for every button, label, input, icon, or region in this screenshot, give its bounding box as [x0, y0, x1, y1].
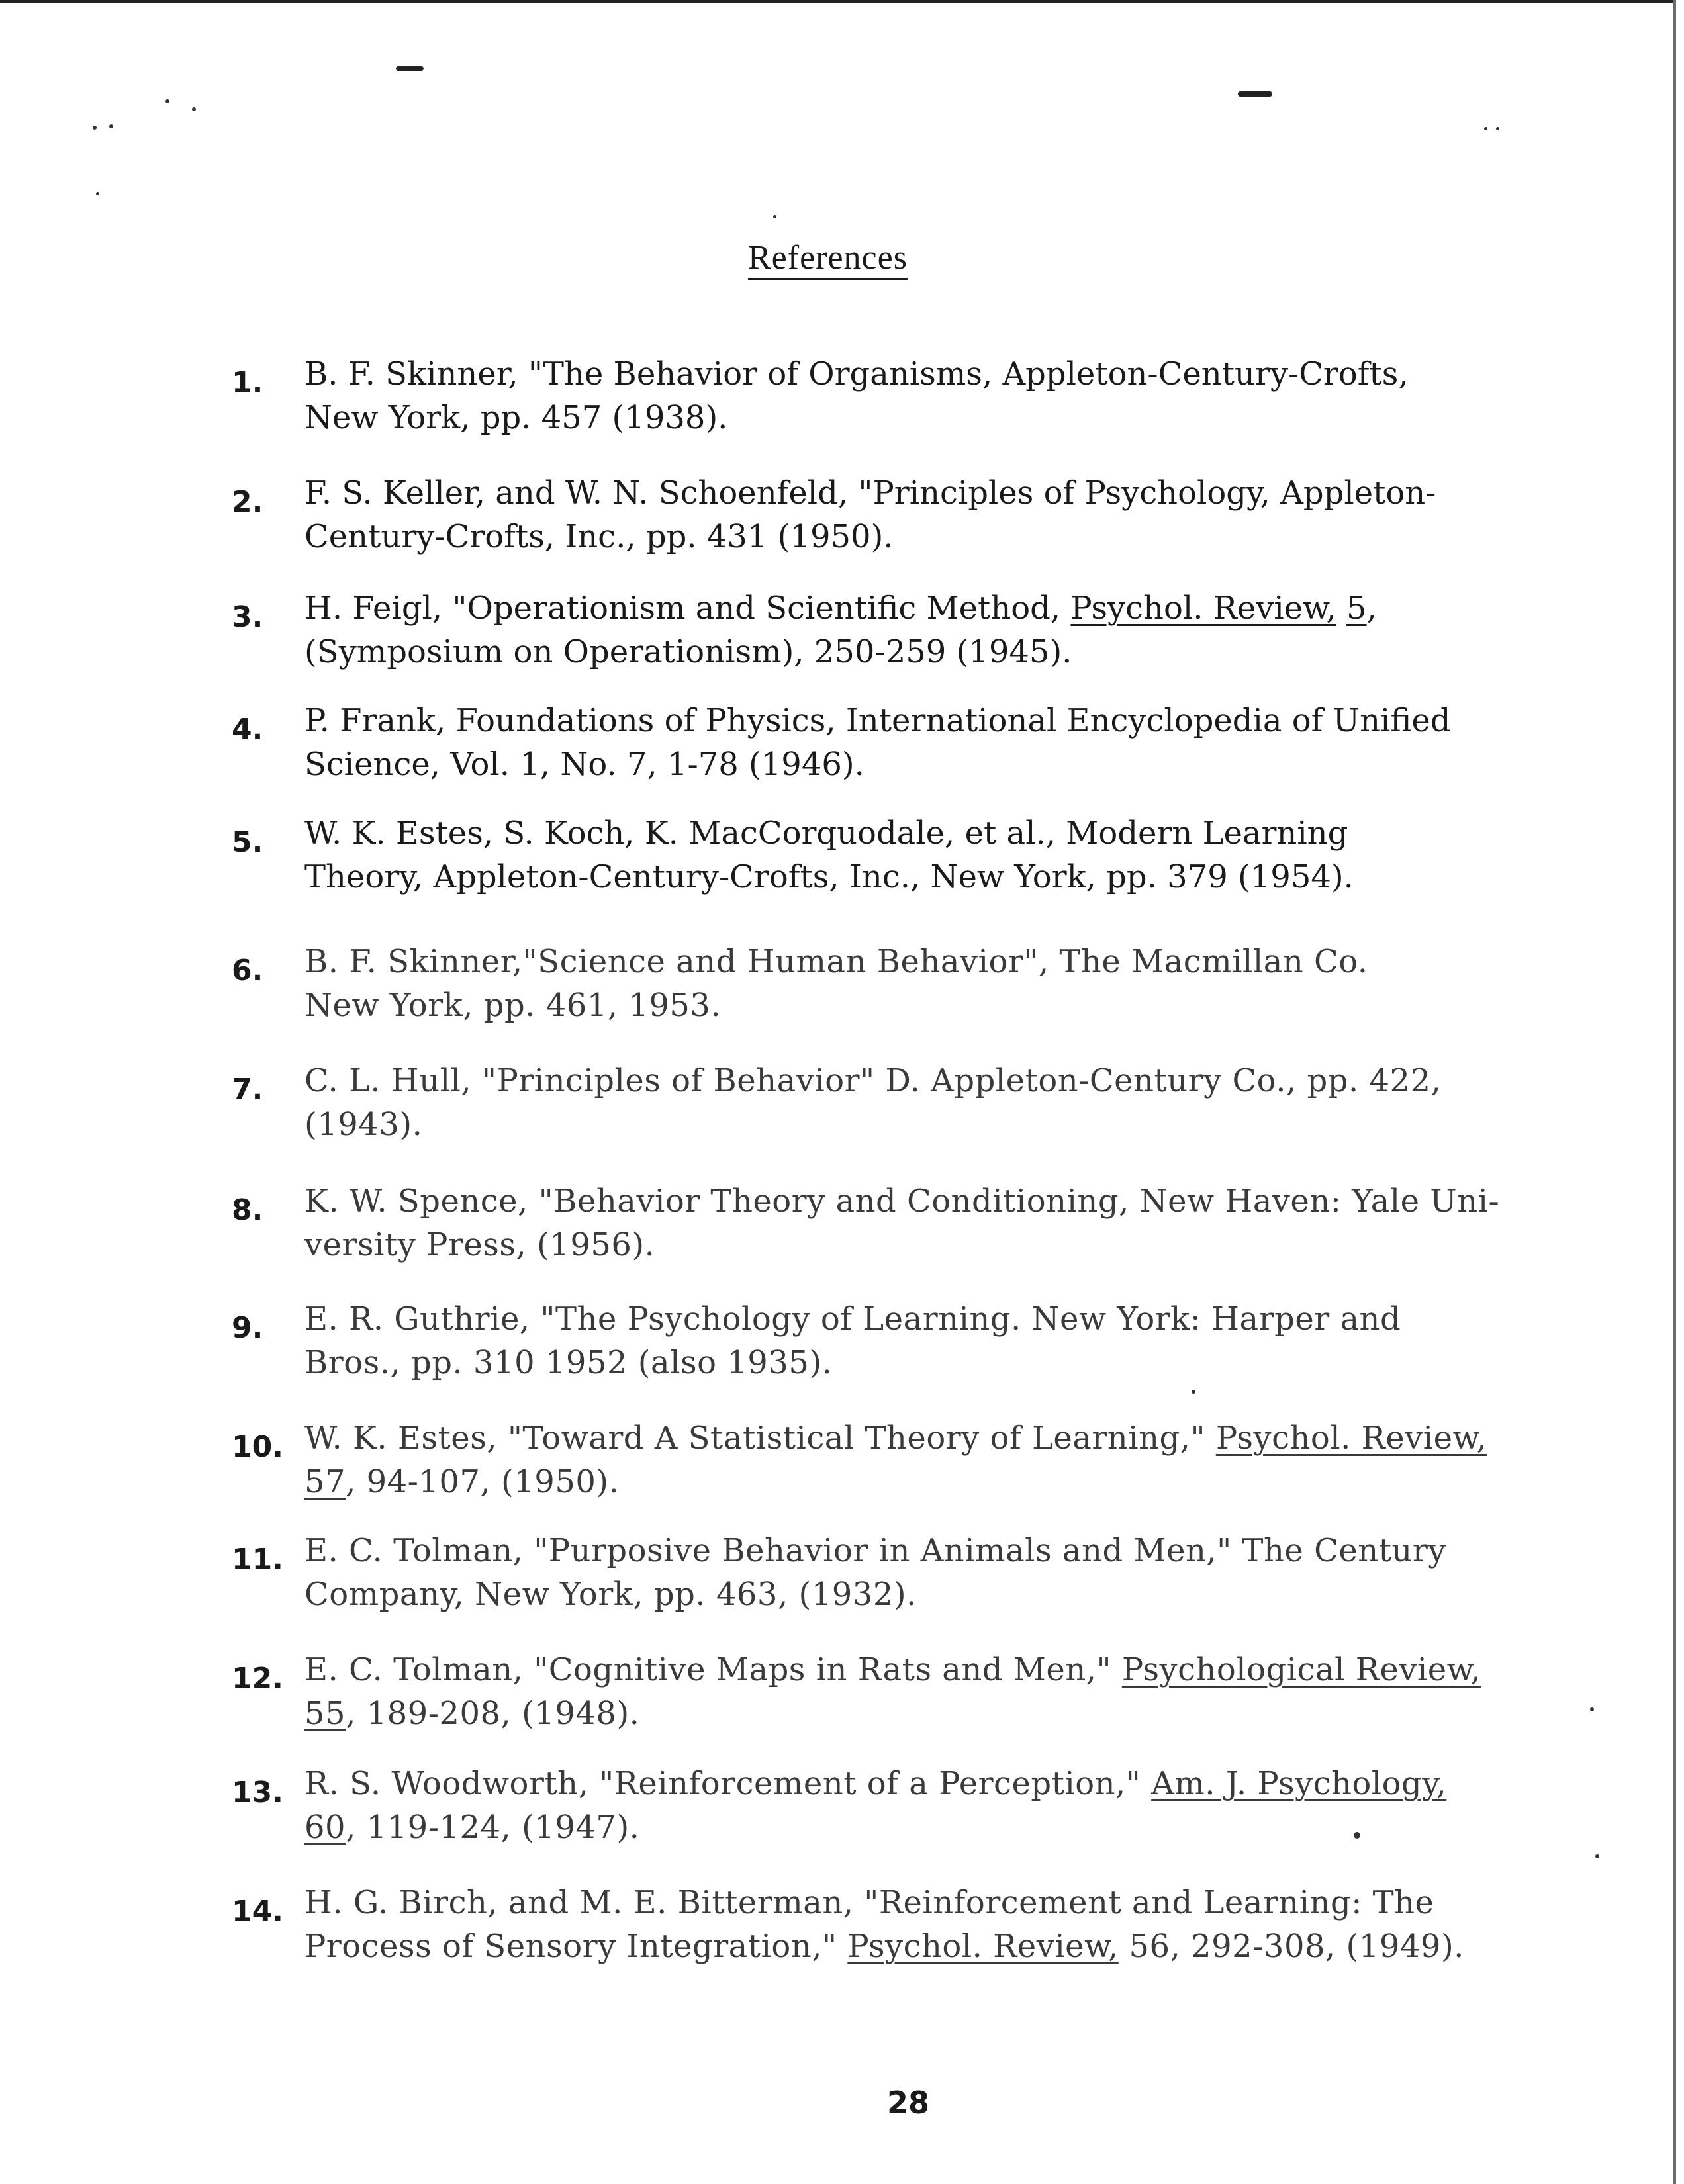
reference-text: H. Feigl, "Operationism and Scientific Method, [304, 590, 1071, 627]
reference-number: 14. [232, 1895, 283, 1929]
scan-speck [109, 124, 113, 128]
reference-line: Company, New York, pp. 463, (1932). [304, 1576, 917, 1613]
reference-line: E. R. Guthrie, "The Psychology of Learning. New York: Harper and [304, 1300, 1401, 1338]
reference-text: Process of Sensory Integration," [304, 1928, 848, 1965]
journal-volume: 55 [304, 1695, 346, 1732]
reference-number: 12. [232, 1662, 283, 1696]
reference-text: , [1366, 590, 1377, 627]
page-top-rule [0, 0, 1673, 3]
reference-line: Century-Crofts, Inc., pp. 431 (1950). [304, 518, 894, 555]
reference-text: 56, 292-308, (1949). [1118, 1928, 1464, 1965]
reference-line [304, 1692, 1668, 1735]
page-edge-shadow [1673, 0, 1676, 2184]
scan-speck [96, 192, 99, 195]
scan-speck [1192, 1390, 1195, 1394]
reference-line [304, 1416, 1668, 1460]
scan-speck [192, 107, 196, 111]
journal-title: Psychological Review, [1121, 1651, 1481, 1688]
reference-number: 13. [232, 1776, 283, 1809]
reference-line: New York, pp. 457 (1938). [304, 399, 728, 436]
reference-line: (1943). [304, 1106, 423, 1143]
reference-line: versity Press, (1956). [304, 1226, 655, 1263]
scan-speck [165, 99, 169, 103]
reference-line: K. W. Spence, "Behavior Theory and Conditioning, New Haven: Yale Uni- [304, 1183, 1500, 1220]
scan-mark [396, 66, 424, 71]
journal-title: Psychol. Review, [847, 1928, 1119, 1965]
reference-line: New York, pp. 461, 1953. [304, 987, 722, 1024]
reference-line [304, 1762, 1668, 1805]
journal-volume: 57 [304, 1463, 346, 1500]
reference-line [304, 1648, 1668, 1692]
scan-speck [93, 126, 97, 130]
reference-text: , 189-208, (1948). [346, 1695, 640, 1732]
page-number: 28 [887, 2085, 930, 2120]
scan-speck [1484, 127, 1487, 130]
scan-speck [1496, 127, 1499, 130]
reference-line: C. L. Hull, "Principles of Behavior" D. Appleton-Century Co., pp. 422, [304, 1062, 1442, 1099]
reference-number: 3. [232, 600, 263, 634]
reference-line: (Symposium on Operationism), 250-259 (1945). [304, 633, 1072, 670]
reference-number: 1. [232, 366, 263, 400]
journal-volume: 60 [304, 1809, 346, 1846]
reference-text: , 119-124, (1947). [346, 1809, 640, 1846]
scan-speck [773, 215, 776, 218]
reference-line: Science, Vol. 1, No. 7, 1-78 (1946). [304, 746, 865, 783]
reference-text: , 94-107, (1950). [346, 1463, 620, 1500]
reference-text [1336, 590, 1346, 627]
reference-number: 11. [232, 1543, 283, 1576]
reference-text: R. S. Woodworth, "Reinforcement of a Perception," [304, 1765, 1152, 1802]
scan-speck [1595, 1854, 1599, 1858]
reference-number: 6. [232, 954, 263, 987]
reference-line: W. K. Estes, S. Koch, K. MacCorquodale, et al., Modern Learning [304, 815, 1348, 852]
reference-number: 10. [232, 1430, 283, 1464]
reference-number: 9. [232, 1311, 263, 1345]
journal-title: Psychol. Review, [1070, 590, 1336, 627]
journal-volume: 5 [1346, 590, 1367, 627]
reference-number: 8. [232, 1193, 263, 1227]
reference-line: B. F. Skinner, "The Behavior of Organisms, Appleton-Century-Crofts, [304, 355, 1409, 392]
reference-text: W. K. Estes, "Toward A Statistical Theory of Learning," [304, 1420, 1216, 1457]
scan-mark [1238, 91, 1272, 97]
reference-number: 5. [232, 825, 263, 859]
reference-text: E. C. Tolman, "Cognitive Maps in Rats and Men," [304, 1651, 1122, 1688]
reference-line [304, 1925, 1668, 1968]
reference-number: 4. [232, 713, 263, 747]
reference-line [304, 1805, 1668, 1849]
reference-number: 7. [232, 1073, 263, 1107]
reference-number: 2. [232, 485, 263, 519]
reference-line: P. Frank, Foundations of Physics, International Encyclopedia of Unified [304, 702, 1451, 739]
reference-line [304, 586, 1668, 630]
journal-title: Psychol. Review, [1215, 1420, 1487, 1457]
reference-line: Theory, Appleton-Century-Crofts, Inc., New York, pp. 379 (1954). [304, 858, 1354, 895]
reference-line [304, 1460, 1668, 1504]
journal-title: Am. J. Psychology, [1151, 1765, 1447, 1802]
reference-line: F. S. Keller, and W. N. Schoenfeld, "Principles of Psychology, Appleton- [304, 475, 1436, 512]
reference-line: E. C. Tolman, "Purposive Behavior in Animals and Men," The Century [304, 1532, 1446, 1569]
reference-line: H. G. Birch, and M. E. Bitterman, "Reinforcement and Learning: The [304, 1884, 1434, 1921]
reference-line: Bros., pp. 310 1952 (also 1935). [304, 1344, 833, 1381]
references-heading: References [748, 239, 908, 277]
reference-line: B. F. Skinner,"Science and Human Behavior", The Macmillan Co. [304, 943, 1368, 980]
